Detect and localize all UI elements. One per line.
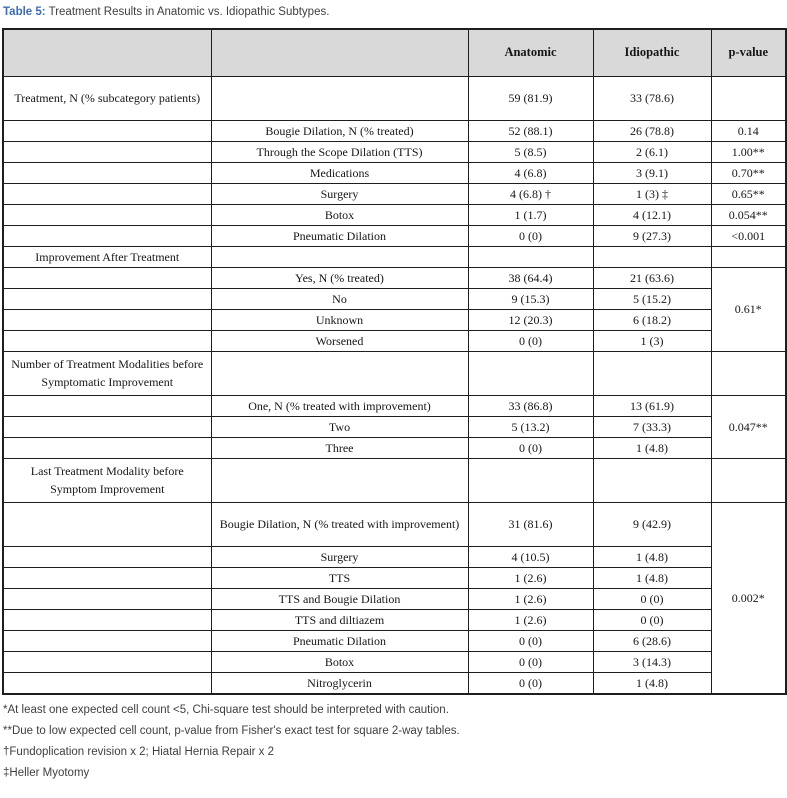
anatomic-value-cell: 1 (1.7)	[468, 204, 593, 225]
section-row	[3, 351, 786, 395]
category-cell	[3, 330, 211, 351]
subcategory-cell: One, N (% treated with improvement)	[211, 395, 468, 416]
table-row	[3, 288, 786, 309]
section-row	[3, 246, 786, 267]
table-row	[3, 630, 786, 651]
subcategory-cell: Pneumatic Dilation	[211, 630, 468, 651]
table-row	[3, 183, 786, 204]
category-cell	[3, 141, 211, 162]
table-row	[3, 267, 786, 288]
idiopathic-value-cell: 33 (78.6)	[593, 76, 711, 120]
subcategory-cell: Surgery	[211, 183, 468, 204]
idiopathic-value-cell: 9 (27.3)	[593, 225, 711, 246]
table-row	[3, 437, 786, 458]
table-body	[3, 76, 786, 694]
idiopathic-value-cell: 21 (63.6)	[593, 267, 711, 288]
category-cell	[3, 162, 211, 183]
category-cell	[3, 630, 211, 651]
pvalue-cell: 0.054**	[711, 204, 786, 225]
category-cell	[3, 502, 211, 546]
anatomic-value-cell: 1 (2.6)	[468, 609, 593, 630]
subcategory-cell: Pneumatic Dilation	[211, 225, 468, 246]
anatomic-value-cell: 1 (2.6)	[468, 567, 593, 588]
table-row	[3, 162, 786, 183]
table-row	[3, 416, 786, 437]
table-caption-text: Treatment Results in Anatomic vs. Idiopathic Subtypes.	[45, 6, 330, 18]
anatomic-value-cell: 0 (0)	[468, 330, 593, 351]
anatomic-value-cell: 38 (64.4)	[468, 267, 593, 288]
idiopathic-value-cell: 1 (4.8)	[593, 437, 711, 458]
subcategory-cell	[211, 246, 468, 267]
category-cell	[3, 309, 211, 330]
anatomic-value-cell: 4 (10.5)	[468, 546, 593, 567]
table-row	[3, 141, 786, 162]
category-cell	[3, 183, 211, 204]
footnote-dagger: †Fundoplication revision x 2; Hiatal Hernia Repair x 2	[3, 745, 275, 758]
idiopathic-value-cell: 9 (42.9)	[593, 502, 711, 546]
anatomic-value-cell	[468, 246, 593, 267]
table-row	[3, 609, 786, 630]
anatomic-value-cell: 1 (2.6)	[468, 588, 593, 609]
footnote-double-dagger: ‡Heller Myotomy	[3, 766, 90, 779]
table-caption-number: Table 5:	[3, 6, 46, 18]
section-row	[3, 458, 786, 502]
anatomic-value-cell	[468, 351, 593, 395]
anatomic-value-cell: 4 (6.8)	[468, 162, 593, 183]
category-cell: Last Treatment Modality before Symptom Improvement	[3, 458, 211, 502]
pvalue-merged-cell: 0.047**	[711, 395, 786, 458]
subcategory-cell: Surgery	[211, 546, 468, 567]
subcategory-cell: TTS	[211, 567, 468, 588]
pvalue-cell	[711, 351, 786, 395]
subcategory-cell: Medications	[211, 162, 468, 183]
anatomic-value-cell: 33 (86.8)	[468, 395, 593, 416]
anatomic-value-cell: 59 (81.9)	[468, 76, 593, 120]
pvalue-cell: 0.65**	[711, 183, 786, 204]
table-row	[3, 502, 786, 546]
footnote-fishers-exact: **Due to low expected cell count, p-value from Fisher's exact test for square 2-way tables.	[3, 724, 460, 737]
idiopathic-value-cell: 3 (14.3)	[593, 651, 711, 672]
category-cell	[3, 288, 211, 309]
idiopathic-value-cell	[593, 246, 711, 267]
subcategory-cell: Two	[211, 416, 468, 437]
idiopathic-value-cell: 7 (33.3)	[593, 416, 711, 437]
header-cell-anatomic: Anatomic	[468, 29, 593, 76]
idiopathic-value-cell	[593, 351, 711, 395]
subcategory-cell: Nitroglycerin	[211, 672, 468, 694]
subcategory-cell: Botox	[211, 204, 468, 225]
subcategory-cell: Unknown	[211, 309, 468, 330]
table-row	[3, 672, 786, 694]
anatomic-value-cell: 12 (20.3)	[468, 309, 593, 330]
subcategory-cell: Yes, N (% treated)	[211, 267, 468, 288]
anatomic-value-cell: 0 (0)	[468, 672, 593, 694]
header-cell-pvalue: p-value	[711, 29, 786, 76]
anatomic-value-cell: 9 (15.3)	[468, 288, 593, 309]
idiopathic-value-cell: 3 (9.1)	[593, 162, 711, 183]
subcategory-cell: Worsened	[211, 330, 468, 351]
header-cell-subcategory	[211, 29, 468, 76]
category-cell	[3, 651, 211, 672]
table-caption	[3, 5, 786, 19]
pvalue-merged-cell: 0.61*	[711, 267, 786, 351]
table-row	[3, 204, 786, 225]
table-header	[3, 29, 786, 76]
table-row	[3, 120, 786, 141]
idiopathic-value-cell: 6 (28.6)	[593, 630, 711, 651]
table-row	[3, 395, 786, 416]
table-row	[3, 330, 786, 351]
header-cell-category	[3, 29, 211, 76]
subcategory-cell: No	[211, 288, 468, 309]
table-row	[3, 76, 786, 120]
header-row	[3, 29, 786, 76]
table-row	[3, 225, 786, 246]
anatomic-value-cell: 5 (13.2)	[468, 416, 593, 437]
category-cell	[3, 267, 211, 288]
category-cell	[3, 120, 211, 141]
anatomic-value-cell: 31 (81.6)	[468, 502, 593, 546]
subcategory-cell: Botox	[211, 651, 468, 672]
subcategory-cell	[211, 351, 468, 395]
category-cell: Improvement After Treatment	[3, 246, 211, 267]
category-cell	[3, 588, 211, 609]
pvalue-cell	[711, 246, 786, 267]
footnotes	[3, 703, 786, 780]
idiopathic-value-cell: 1 (3) ‡	[593, 183, 711, 204]
category-cell: Number of Treatment Modalities before Symptomatic Improvement	[3, 351, 211, 395]
pvalue-cell: <0.001	[711, 225, 786, 246]
category-cell	[3, 437, 211, 458]
subcategory-cell	[211, 76, 468, 120]
category-cell: Treatment, N (% subcategory patients)	[3, 76, 211, 120]
category-cell	[3, 546, 211, 567]
pvalue-cell: 0.70**	[711, 162, 786, 183]
idiopathic-value-cell: 13 (61.9)	[593, 395, 711, 416]
table-row	[3, 567, 786, 588]
category-cell	[3, 672, 211, 694]
header-cell-idiopathic: Idiopathic	[593, 29, 711, 76]
category-cell	[3, 416, 211, 437]
anatomic-value-cell: 0 (0)	[468, 651, 593, 672]
idiopathic-value-cell: 1 (4.8)	[593, 546, 711, 567]
category-cell	[3, 225, 211, 246]
anatomic-value-cell: 0 (0)	[468, 437, 593, 458]
results-table	[2, 28, 787, 695]
idiopathic-value-cell: 1 (4.8)	[593, 567, 711, 588]
subcategory-cell: Bougie Dilation, N (% treated)	[211, 120, 468, 141]
idiopathic-value-cell: 4 (12.1)	[593, 204, 711, 225]
anatomic-value-cell	[468, 458, 593, 502]
idiopathic-value-cell: 1 (4.8)	[593, 672, 711, 694]
pvalue-cell	[711, 76, 786, 120]
subcategory-cell: Three	[211, 437, 468, 458]
footnote-chi-square: *At least one expected cell count <5, Chi-square test should be interpreted with caution.	[3, 703, 449, 716]
anatomic-value-cell: 4 (6.8) †	[468, 183, 593, 204]
subcategory-cell: TTS and Bougie Dilation	[211, 588, 468, 609]
anatomic-value-cell: 52 (88.1)	[468, 120, 593, 141]
idiopathic-value-cell: 1 (3)	[593, 330, 711, 351]
idiopathic-value-cell: 0 (0)	[593, 609, 711, 630]
pvalue-cell	[711, 458, 786, 502]
category-cell	[3, 567, 211, 588]
subcategory-cell: Bougie Dilation, N (% treated with improvement)	[211, 502, 468, 546]
idiopathic-value-cell: 2 (6.1)	[593, 141, 711, 162]
anatomic-value-cell: 0 (0)	[468, 630, 593, 651]
idiopathic-value-cell: 0 (0)	[593, 588, 711, 609]
category-cell	[3, 609, 211, 630]
subcategory-cell: TTS and diltiazem	[211, 609, 468, 630]
subcategory-cell: Through the Scope Dilation (TTS)	[211, 141, 468, 162]
idiopathic-value-cell: 6 (18.2)	[593, 309, 711, 330]
table-row	[3, 651, 786, 672]
idiopathic-value-cell	[593, 458, 711, 502]
idiopathic-value-cell: 26 (78.8)	[593, 120, 711, 141]
subcategory-cell	[211, 458, 468, 502]
pvalue-cell: 0.14	[711, 120, 786, 141]
table-row	[3, 546, 786, 567]
anatomic-value-cell: 0 (0)	[468, 225, 593, 246]
table-row	[3, 588, 786, 609]
category-cell	[3, 395, 211, 416]
idiopathic-value-cell: 5 (15.2)	[593, 288, 711, 309]
pvalue-merged-cell: 0.002*	[711, 502, 786, 694]
anatomic-value-cell: 5 (8.5)	[468, 141, 593, 162]
table-row	[3, 309, 786, 330]
pvalue-cell: 1.00**	[711, 141, 786, 162]
category-cell	[3, 204, 211, 225]
